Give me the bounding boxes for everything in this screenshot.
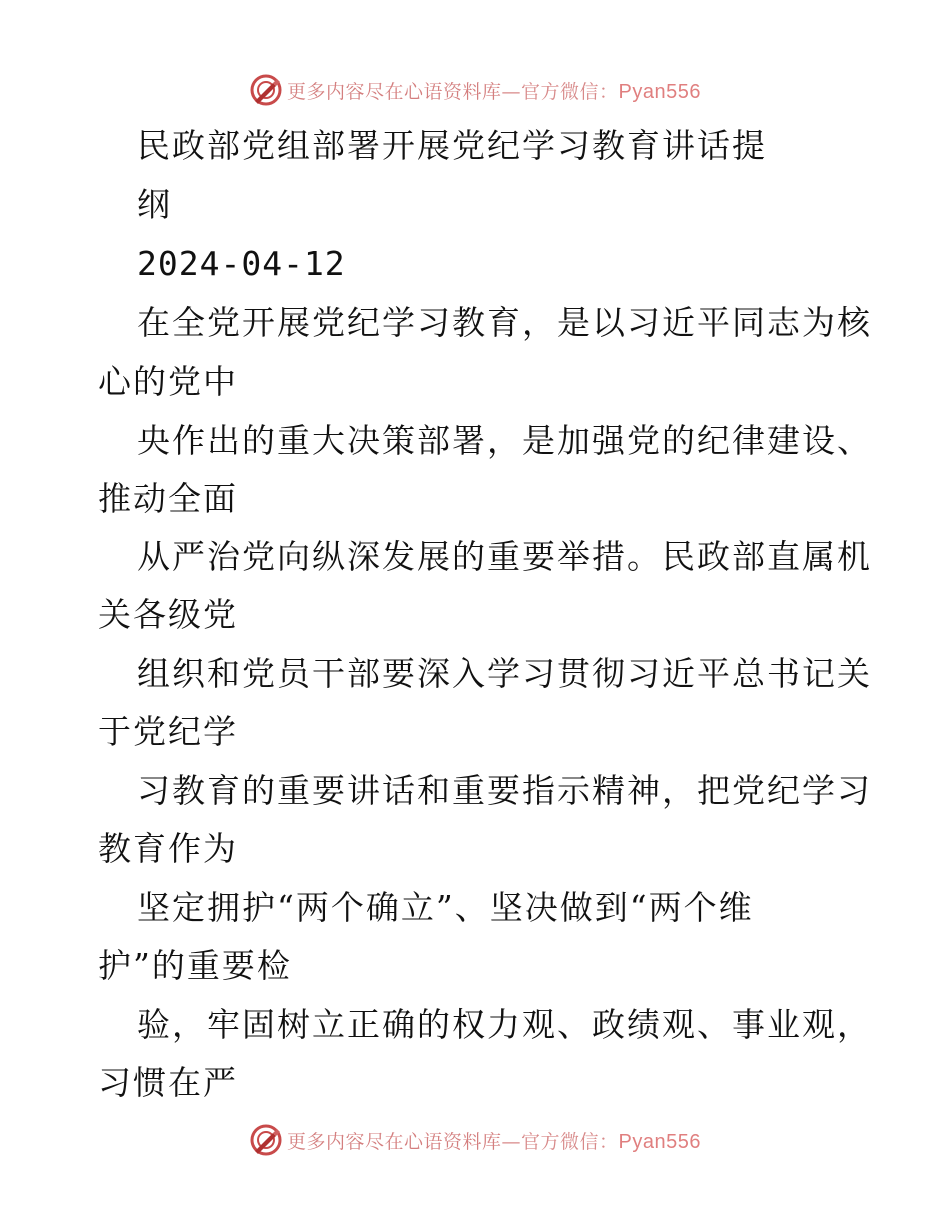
watermark-official: 官方微信： (521, 1130, 619, 1153)
document-title-line-1: 民政部党组部署开展党纪学习教育讲话提 (137, 126, 767, 165)
paragraph-line: 护”的重要检 (98, 946, 292, 985)
paragraph-line: 验，牢固树立正确的权力观、政绩观、事业观， (137, 1005, 872, 1044)
watermark-text (287, 1127, 701, 1154)
paragraph-line: 教育作为 (98, 829, 238, 868)
paragraph-line: 心的党中 (98, 362, 238, 401)
pen-logo-icon (249, 1123, 283, 1157)
watermark-id: Pyan556 (618, 80, 701, 103)
watermark-main: 更多内容尽在心语资料库 (287, 1130, 502, 1153)
document-date: 2024-04-12 (137, 244, 346, 283)
watermark-text (287, 77, 701, 104)
header-watermark (0, 72, 950, 108)
watermark-id: Pyan556 (618, 1130, 701, 1153)
paragraph-line: 坚定拥护“两个确立”、坚决做到“两个维 (137, 888, 754, 927)
paragraph-line: 关各级党 (98, 595, 238, 634)
paragraph-line: 央作出的重大决策部署，是加强党的纪律建设、 (137, 421, 872, 460)
paragraph-line: 在全党开展党纪学习教育，是以习近平同志为核 (137, 303, 872, 342)
footer-watermark (0, 1122, 950, 1158)
watermark-main: 更多内容尽在心语资料库 (287, 80, 502, 103)
paragraph-line: 从严治党向纵深发展的重要举措。民政部直属机 (137, 537, 872, 576)
paragraph-line: 推动全面 (98, 479, 238, 518)
watermark-dash: — (501, 1130, 522, 1153)
pen-logo-icon (249, 73, 283, 107)
paragraph-line: 习教育的重要讲话和重要指示精神，把党纪学习 (137, 771, 872, 810)
paragraph-line: 习惯在严 (98, 1063, 238, 1102)
watermark-official: 官方微信： (521, 80, 619, 103)
watermark-dash: — (501, 80, 522, 103)
paragraph-line: 组织和党员干部要深入学习贯彻习近平总书记关 (137, 654, 872, 693)
document-title-line-2: 纲 (137, 185, 172, 224)
paragraph-line: 于党纪学 (98, 712, 238, 751)
